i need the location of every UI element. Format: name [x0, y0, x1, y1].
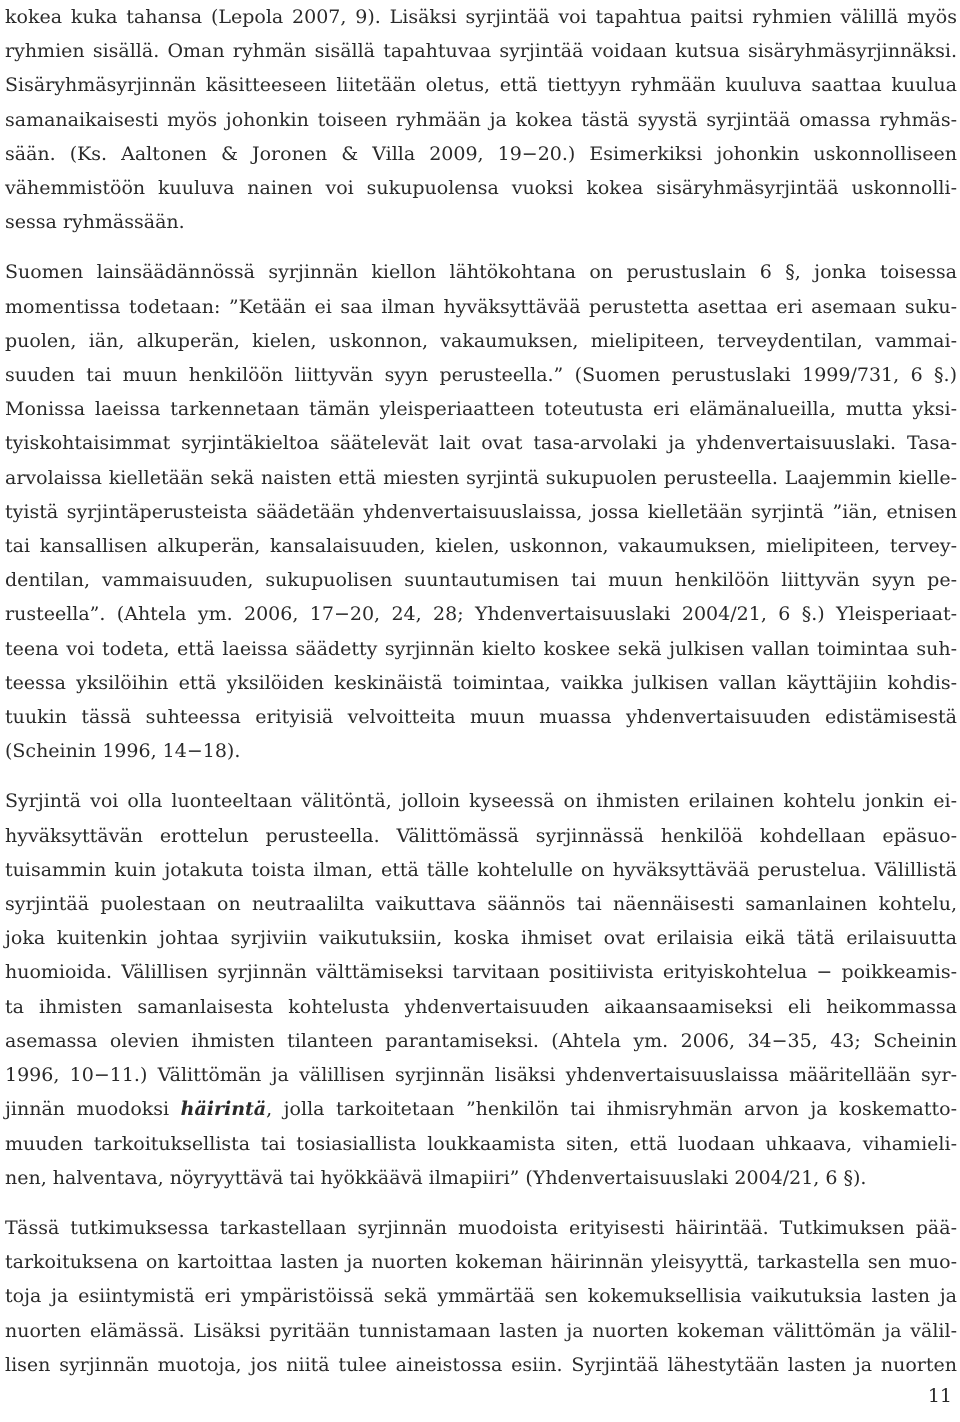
text-line: muuden tarkoituksellista tai tosiasiallista loukkaamista siten, että luodaan uhkaava, vihamieli- — [5, 1132, 957, 1155]
text-line: puolen, iän, alkuperän, kielen, uskonnon, vakaumuksen, mielipiteen, terveydentilan, vammai- — [5, 329, 957, 352]
paragraph-1 — [5, 0, 957, 239]
term-harassment: häirintä — [180, 1098, 267, 1121]
text-line: nen, halventava, nöyryyttävä tai hyökkäävä ilmapiiri” (Yhdenvertaisuuslaki 2004/21, 6 §). — [5, 1166, 867, 1189]
text-line: nuorten elämässä. Lisäksi pyritään tunnistamaan lasten ja nuorten kokeman välittömän ja välil- — [5, 1319, 957, 1342]
text-line: teessa yksilöihin että yksilöiden keskinäistä toimintaa, vaikka julkisen vallan käyttäjiin kohdis- — [5, 671, 957, 694]
text-line: tyiskohtaisimmat syrjintäkieltoa säätelevät lait ovat tasa-arvolaki ja yhdenvertaisuuslaki. Tasa- — [5, 432, 957, 455]
text-line: Sisäryhmäsyrjinnän käsitteeseen liitetään oletus, että tiettyyn ryhmään kuuluva saattaa kuulua — [5, 74, 957, 97]
text-line: Suomen lainsäädännössä syrjinnän kiellon lähtökohtana on perustuslain 6 §, jonka toisessa — [5, 261, 957, 284]
text-line: sään. (Ks. Aaltonen & Joronen & Villa 2009, 19−20.) Esimerkiksi johonkin uskonnolliseen — [5, 142, 957, 165]
text-line: 1996, 10−11.) Välittömän ja välillisen syrjinnän lisäksi yhdenvertaisuuslaissa määritellään syr- — [5, 1064, 957, 1087]
text-line: Monissa laeissa tarkennetaan tämän yleisperiaatteen toteutusta eri elämänalueilla, mutta yksi- — [5, 398, 957, 421]
text-line: vähemmistöön kuuluva nainen voi sukupuolensa vuoksi kokea sisäryhmäsyrjintää uskonnolli- — [5, 177, 957, 200]
document-page — [5, 0, 957, 1382]
text-line: ta ihmisten samanlaisesta kohtelusta yhdenvertaisuuden aikaansaamiseksi eli heikommassa — [5, 995, 957, 1018]
text-line: tarkoituksena on kartoittaa lasten ja nuorten kokeman häirinnän yleisyyttä, tarkastella sen muo- — [5, 1251, 957, 1274]
text-line: toja ja esiintymistä eri ympäristöissä sekä ymmärtää sen kokemuksellisia vaikutuksia lasten ja — [5, 1285, 957, 1308]
text-line: tyistä syrjintäperusteista säädetään yhdenvertaisuuslaissa, jossa kielletään syrjintä ”iän, etnisen — [5, 500, 957, 523]
text-line: tai kansallisen alkuperän, kansalaisuuden, kielen, uskonnon, vakaumuksen, mielipiteen, tervey- — [5, 535, 957, 558]
text-line: suuden tai muun henkilöön liittyvän syyn perusteella.” (Suomen perustuslaki 1999/731, 6 §.) — [5, 364, 957, 387]
text-line: hyväksyttävän erottelun perusteella. Välittömässä syrjinnässä henkilöä kohdellaan epäsuo- — [5, 824, 957, 847]
paragraph-2 — [5, 255, 957, 768]
text-line: tuisammin kuin jotakuta toista ilman, että tälle kohtelulle on hyväksyttävää perustelua. Välillistä — [5, 858, 957, 881]
text-line: teena voi todeta, että laeissa säädetty syrjinnän kielto koskee sekä julkisen vallan toimintaa suh- — [5, 637, 957, 660]
text-line: Syrjintä voi olla luonteeltaan välitöntä, jolloin kyseessä on ihmisten erilainen kohtelu jonkin ei- — [5, 790, 957, 813]
text-line: momentissa todetaan: ”Ketään ei saa ilman hyväksyttävää perustetta asettaa eri asemaan suku- — [5, 295, 957, 318]
text-fragment: , jolla tarkoitetaan ”henkilön tai ihmisryhmän arvon ja koskematto- — [266, 1098, 957, 1121]
text-fragment: jinnän muodoksi — [5, 1098, 181, 1121]
text-line: dentilan, vammaisuuden, sukupuolisen suuntautumisen tai muun henkilöön liittyvän syyn pe- — [5, 569, 957, 592]
text-line: huomioida. Välillisen syrjinnän välttämiseksi tarvitaan positiivista erityiskohtelua − poikkeamis- — [5, 961, 957, 984]
text-line: rusteella”. (Ahtela ym. 2006, 17−20, 24, 28; Yhdenvertaisuuslaki 2004/21, 6 §.) Yleisperiaat- — [5, 603, 957, 626]
text-line: kokea kuka tahansa (Lepola 2007, 9). Lisäksi syrjintää voi tapahtua paitsi ryhmien välillä myös — [5, 6, 957, 28]
paragraph-3 — [5, 784, 957, 1194]
text-line: sessa ryhmässään. — [5, 211, 185, 234]
text-line: joka kuitenkin johtaa syrjiviin vaikutuksiin, koska ihmiset ovat erilaisia eikä tätä erilaisuutta — [5, 927, 957, 950]
text-line: ryhmien sisällä. Oman ryhmän sisällä tapahtuvaa syrjintää voidaan kutsua sisäryhmäsyrjinnäksi. — [5, 40, 957, 63]
text-line: arvolaissa kielletään sekä naisten että miesten syrjintä sukupuolen perusteella. Laajemmin kielle- — [5, 466, 957, 489]
text-line: syrjintää puolestaan on neutraalilta vaikuttava säännös tai näennäisesti samanlainen kohtelu, — [5, 893, 957, 916]
text-line: Tässä tutkimuksessa tarkastellaan syrjinnän muodoista erityisesti häirintää. Tutkimuksen pää- — [5, 1216, 957, 1239]
text-line: tuukin tässä suhteessa erityisiä velvoitteita muun muassa yhdenvertaisuuden edistämisestä — [5, 706, 957, 729]
text-line: lisen syrjinnän muotoja, jos niitä tulee aineistossa esiin. Syrjintää lähestytään lasten ja nuorten — [5, 1353, 957, 1376]
text-line: samanaikaisesti myös johonkin toiseen ryhmään ja kokea tästä syystä syrjintää omassa ryhmäs- — [5, 108, 957, 131]
text-line: (Scheinin 1996, 14−18). — [5, 740, 241, 763]
page-number: 11 — [927, 1385, 952, 1407]
text-line-harassment — [5, 1092, 957, 1126]
paragraph-4 — [5, 1211, 957, 1382]
text-line: asemassa olevien ihmisten tilanteen parantamiseksi. (Ahtela ym. 2006, 34−35, 43; Scheinin — [5, 1029, 957, 1052]
